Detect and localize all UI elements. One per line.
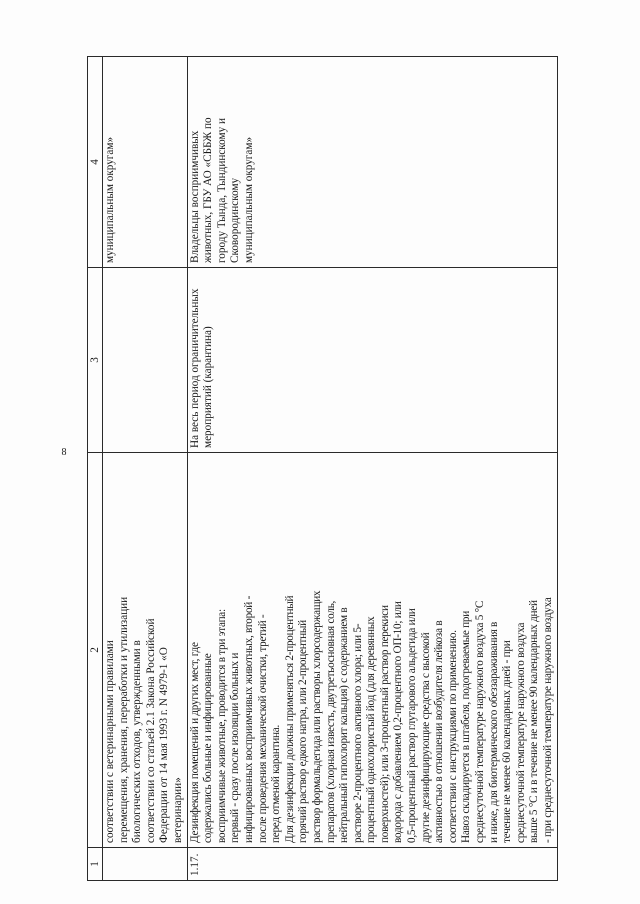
table-row-continuation (103, 57, 188, 881)
row-term-cell (187, 268, 557, 453)
measure-line: горячий раствор едкого натра, или 2-процентный (297, 620, 310, 843)
measure-line: течение не менее 60 календарных дней - при (501, 640, 514, 843)
term-line: мероприятий (карантина) (202, 326, 215, 448)
cont-measure-line: ветеринарии» (171, 777, 184, 843)
page-number: 8 (61, 447, 67, 458)
measure-line: перед отменой карантина. (270, 724, 283, 843)
measure-line: препаратов (хлорная известь, двутретьосновная соль, (324, 600, 337, 843)
cont-measure-cell (103, 453, 188, 848)
header-col-3: 3 (88, 268, 103, 453)
measure-line: Дезинфекция помещений и других мест, где (188, 642, 201, 843)
measure-line: поверхностей); или 3-процентный раствор перекиси (378, 605, 391, 843)
table-row-1-17 (187, 57, 557, 881)
measure-line: Для дезинфекции должны применяться 2-процентный (283, 595, 296, 843)
responsible-line: животных, ГБУ АО «СББЖ по (202, 117, 215, 263)
rotated-table-wrapper (87, 77, 591, 881)
header-col-4: 4 (88, 57, 103, 268)
measure-line: нейтральный гипохлорит кальция) с содержанием в (338, 607, 351, 843)
measure-line: водорода с добавлением 0,2-процентного ОП-10; или (392, 601, 405, 843)
measure-line: первый - сразу после изоляции больных и (229, 652, 242, 843)
measure-line: - при среднесуточной температуре наружного воздуха (542, 597, 554, 843)
cont-measure-line: Федерации от 14 мая 1993 г. N 4979-1 «О (158, 647, 171, 843)
cont-measure-line: перемещения, хранения, переработки и утилизации (117, 596, 130, 843)
measure-line: соответствии с инструкциями по применению. (446, 630, 459, 843)
measure-line: после проведения механической очистки, третий - (256, 614, 269, 843)
cont-number-cell (103, 848, 188, 881)
responsible-line: муниципальным округам» (242, 136, 255, 263)
cont-responsible-text: муниципальным округам» (104, 136, 116, 263)
row-responsible-cell (187, 57, 557, 268)
term-line: На весь период ограничительных (188, 288, 201, 448)
measure-line: содержались больные и инфицированные (202, 653, 215, 843)
measure-line: 0,5-процентный раствор глутарового альдегида или (406, 608, 419, 843)
measure-line: среднесуточной температуре наружного воздуха (514, 622, 527, 843)
measure-line: инфицированных восприимчивых животных, второй - (242, 595, 255, 843)
cont-measure-line: соответствии с ветеринарными правилами (104, 640, 116, 843)
measure-line: и ниже, для биотермического обеззараживания в (487, 621, 500, 843)
responsible-line: Владельцы восприимчивых (188, 130, 201, 263)
measure-line: восприимчивые животные, проводится в три этапа: (215, 609, 228, 843)
cont-term-cell (103, 268, 188, 453)
measure-line: процентный однохлористый йод (для деревянных (365, 616, 378, 843)
cont-measure-line: соответствии со статьей 2.1 Закона Российской (144, 618, 157, 843)
cont-responsible-cell (103, 57, 188, 268)
row-number-cell: 1.17. (187, 848, 557, 881)
header-col-1: 1 (88, 848, 103, 881)
measure-line: среднесуточной температуре наружного воздуха 5 °С (474, 600, 487, 843)
table-header-row (88, 57, 103, 881)
measures-table (87, 56, 558, 881)
responsible-line: городу Тында, Тындинскому и (215, 118, 228, 263)
row-measure-cell (187, 453, 557, 848)
measure-line: раствор формальдегида или растворы хлорсодержащих (310, 590, 323, 843)
measure-line: активностью в отношении возбудителя лейкоза в (433, 620, 446, 843)
cont-measure-line: биологических отходов, утвержденными в (131, 640, 144, 843)
measure-line: Навоз складируется в штабеля, подогреваемые при (460, 611, 473, 843)
header-col-2: 2 (88, 453, 103, 848)
measure-line: выше 5 °С и в течение не менее 90 календарных дней (528, 600, 541, 843)
measure-line: другие дезинфицирующие средства с высокой (419, 632, 432, 843)
responsible-line: Сковородинскому (229, 177, 242, 263)
measure-line: растворе 2-процентного активного хлора; или 5- (351, 623, 364, 843)
